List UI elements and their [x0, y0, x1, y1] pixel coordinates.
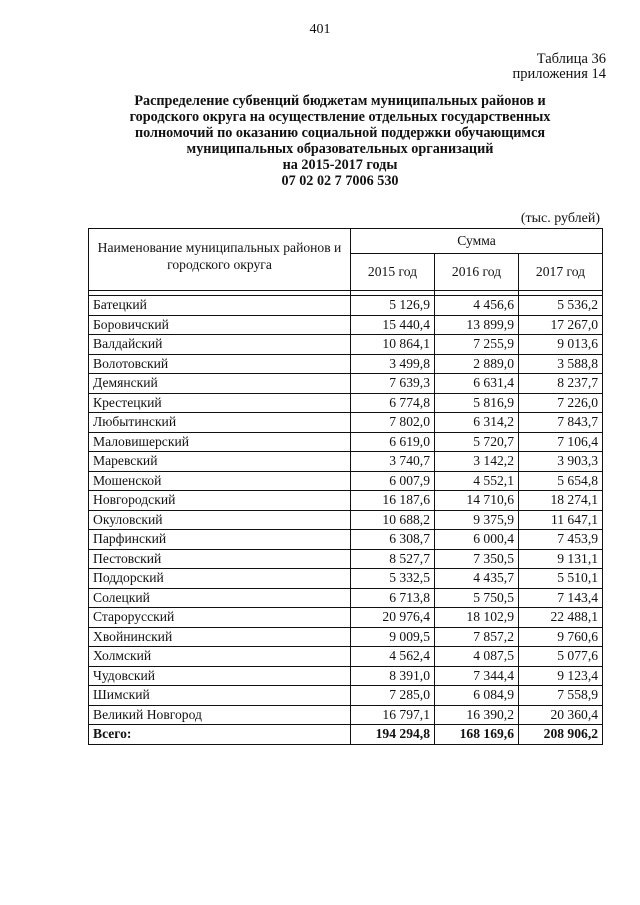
value-2016-cell: 7 255,9 [435, 335, 519, 355]
header-name: Наименование муниципальных районов и городского округа [89, 229, 351, 291]
value-2017-cell: 208 906,2 [519, 725, 603, 745]
district-name-cell: Новгородский [89, 491, 351, 511]
title-line1: Распределение субвенций бюджетам муниципальных районов и [134, 93, 546, 109]
table-row [89, 569, 603, 589]
district-name-cell: Пестовский [89, 549, 351, 569]
district-name-cell: Мошенской [89, 471, 351, 491]
value-2015-cell: 7 285,0 [351, 686, 435, 706]
table-reference [513, 52, 606, 82]
value-2017-cell: 9 123,4 [519, 666, 603, 686]
header-year-2016: 2016 год [435, 254, 519, 291]
table-row [89, 510, 603, 530]
value-2015-cell: 7 802,0 [351, 413, 435, 433]
district-name-cell: Батецкий [89, 296, 351, 316]
value-2016-cell: 5 750,5 [435, 588, 519, 608]
value-2016-cell: 2 889,0 [435, 354, 519, 374]
table-body [89, 291, 603, 745]
value-2017-cell: 5 077,6 [519, 647, 603, 667]
value-2016-cell: 13 899,9 [435, 315, 519, 335]
value-2017-cell: 7 106,4 [519, 432, 603, 452]
district-name-cell: Волотовский [89, 354, 351, 374]
value-2015-cell: 3 499,8 [351, 354, 435, 374]
value-2016-cell: 6 084,9 [435, 686, 519, 706]
table-row [89, 549, 603, 569]
value-2017-cell: 9 760,6 [519, 627, 603, 647]
value-2016-cell: 16 390,2 [435, 705, 519, 725]
district-name-cell: Старорусский [89, 608, 351, 628]
value-2015-cell: 4 562,4 [351, 647, 435, 667]
value-2015-cell: 8 391,0 [351, 666, 435, 686]
value-2015-cell: 10 688,2 [351, 510, 435, 530]
table-row [89, 296, 603, 316]
title-line2: городского округа на осуществление отдельных государственных [129, 109, 551, 125]
table-row [89, 666, 603, 686]
value-2015-cell: 6 007,9 [351, 471, 435, 491]
value-2017-cell: 8 237,7 [519, 374, 603, 394]
table-row [89, 452, 603, 472]
district-name-cell: Окуловский [89, 510, 351, 530]
value-2016-cell: 14 710,6 [435, 491, 519, 511]
table-row [89, 647, 603, 667]
value-2015-cell: 16 187,6 [351, 491, 435, 511]
header-year-2017: 2017 год [519, 254, 603, 291]
value-2017-cell: 7 453,9 [519, 530, 603, 550]
value-2017-cell: 5 654,8 [519, 471, 603, 491]
title-line4: муниципальных образовательных организаций [186, 141, 494, 157]
table-row [89, 432, 603, 452]
value-2015-cell: 9 009,5 [351, 627, 435, 647]
table-row [89, 413, 603, 433]
subvention-table [88, 228, 603, 745]
district-name-cell: Поддорский [89, 569, 351, 589]
district-name-cell: Парфинский [89, 530, 351, 550]
value-2017-cell: 7 143,4 [519, 588, 603, 608]
table-row [89, 608, 603, 628]
value-2015-cell: 15 440,4 [351, 315, 435, 335]
district-name-cell: Маревский [89, 452, 351, 472]
value-2016-cell: 6 000,4 [435, 530, 519, 550]
value-2016-cell: 9 375,9 [435, 510, 519, 530]
value-2017-cell: 5 536,2 [519, 296, 603, 316]
value-2017-cell: 17 267,0 [519, 315, 603, 335]
table-ref-line1: Таблица 36 [536, 51, 606, 67]
district-name-cell: Солецкий [89, 588, 351, 608]
value-2016-cell: 5 720,7 [435, 432, 519, 452]
district-name-cell: Хвойнинский [89, 627, 351, 647]
value-2017-cell: 22 488,1 [519, 608, 603, 628]
value-2015-cell: 6 308,7 [351, 530, 435, 550]
district-name-cell: Холмский [89, 647, 351, 667]
value-2016-cell: 168 169,6 [435, 725, 519, 745]
district-name-cell: Великий Новгород [89, 705, 351, 725]
value-2016-cell: 4 087,5 [435, 647, 519, 667]
value-2015-cell: 10 864,1 [351, 335, 435, 355]
units-label: (тыс. рублей) [520, 211, 600, 226]
value-2017-cell: 20 360,4 [519, 705, 603, 725]
district-name-cell: Маловишерский [89, 432, 351, 452]
district-name-cell: Всего: [89, 725, 351, 745]
table-row [89, 374, 603, 394]
table-ref-line2: приложения 14 [512, 66, 606, 82]
value-2016-cell: 6 631,4 [435, 374, 519, 394]
district-name-cell: Крестецкий [89, 393, 351, 413]
value-2016-cell: 7 344,4 [435, 666, 519, 686]
value-2015-cell: 6 619,0 [351, 432, 435, 452]
table-row [89, 471, 603, 491]
table-row [89, 315, 603, 335]
header-year-2015: 2015 год [351, 254, 435, 291]
value-2015-cell: 20 976,4 [351, 608, 435, 628]
district-name-cell: Валдайский [89, 335, 351, 355]
value-2016-cell: 7 350,5 [435, 549, 519, 569]
document-title [90, 93, 590, 189]
district-name-cell: Боровичский [89, 315, 351, 335]
header-sum: Сумма [351, 229, 603, 254]
value-2015-cell: 6 774,8 [351, 393, 435, 413]
page-number: 401 [309, 22, 331, 37]
title-line6: 07 02 02 7 7006 530 [281, 173, 399, 189]
value-2015-cell: 6 713,8 [351, 588, 435, 608]
value-2016-cell: 4 552,1 [435, 471, 519, 491]
value-2015-cell: 5 332,5 [351, 569, 435, 589]
value-2015-cell: 8 527,7 [351, 549, 435, 569]
title-line3: полномочий по оказанию социальной поддержки обучающимся [134, 125, 546, 141]
table-total-row [89, 725, 603, 745]
district-name-cell: Шимский [89, 686, 351, 706]
value-2015-cell: 7 639,3 [351, 374, 435, 394]
table-row [89, 627, 603, 647]
value-2016-cell: 5 816,9 [435, 393, 519, 413]
district-name-cell: Демянский [89, 374, 351, 394]
table-row [89, 335, 603, 355]
value-2017-cell: 7 843,7 [519, 413, 603, 433]
table-row [89, 705, 603, 725]
value-2015-cell: 194 294,8 [351, 725, 435, 745]
table-row [89, 686, 603, 706]
value-2016-cell: 3 142,2 [435, 452, 519, 472]
table-row [89, 393, 603, 413]
value-2017-cell: 18 274,1 [519, 491, 603, 511]
value-2017-cell: 7 558,9 [519, 686, 603, 706]
value-2016-cell: 4 435,7 [435, 569, 519, 589]
value-2016-cell: 6 314,2 [435, 413, 519, 433]
table-row [89, 354, 603, 374]
value-2017-cell: 7 226,0 [519, 393, 603, 413]
value-2017-cell: 11 647,1 [519, 510, 603, 530]
value-2015-cell: 5 126,9 [351, 296, 435, 316]
table-row [89, 588, 603, 608]
table-row [89, 530, 603, 550]
value-2016-cell: 7 857,2 [435, 627, 519, 647]
district-name-cell: Любытинский [89, 413, 351, 433]
value-2016-cell: 18 102,9 [435, 608, 519, 628]
value-2017-cell: 9 013,6 [519, 335, 603, 355]
value-2015-cell: 16 797,1 [351, 705, 435, 725]
value-2017-cell: 5 510,1 [519, 569, 603, 589]
title-line5: на 2015-2017 годы [282, 157, 398, 173]
value-2016-cell: 4 456,6 [435, 296, 519, 316]
value-2015-cell: 3 740,7 [351, 452, 435, 472]
table-row [89, 491, 603, 511]
value-2017-cell: 9 131,1 [519, 549, 603, 569]
district-name-cell: Чудовский [89, 666, 351, 686]
value-2017-cell: 3 903,3 [519, 452, 603, 472]
value-2017-cell: 3 588,8 [519, 354, 603, 374]
